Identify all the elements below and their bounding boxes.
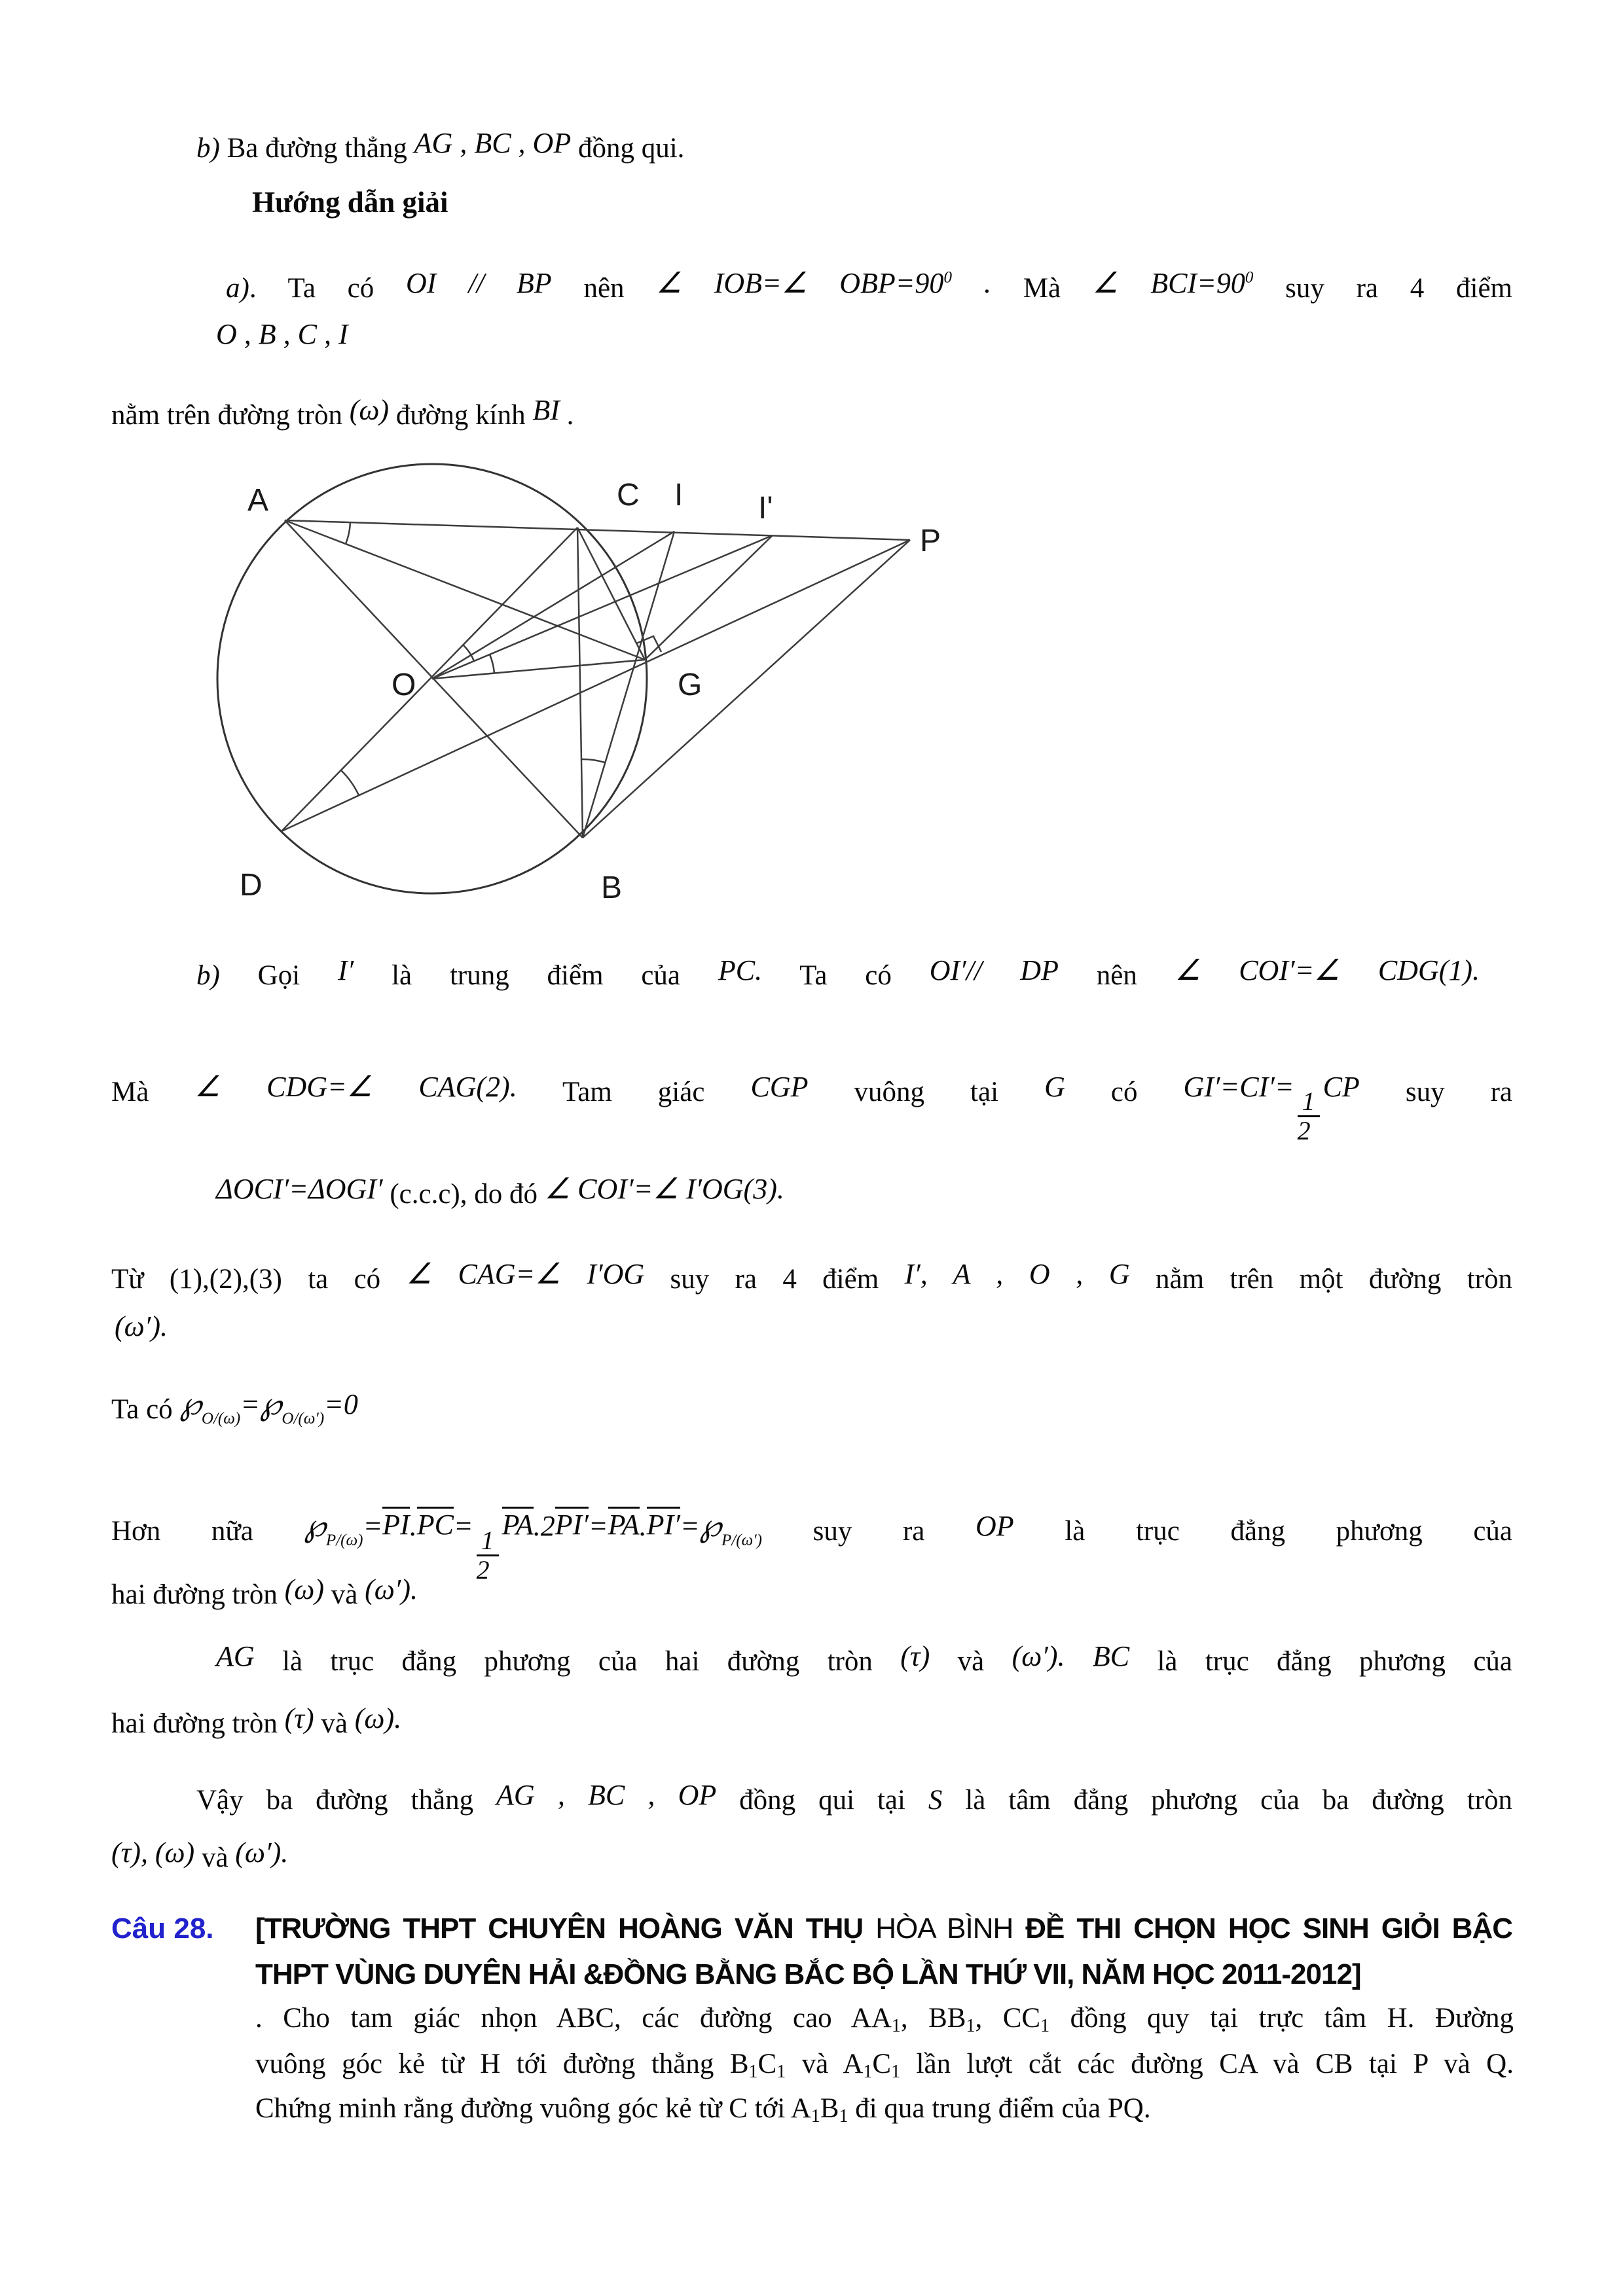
text-segment: nằm trên đường tròn (111, 400, 350, 431)
segment-OIprime (432, 535, 773, 679)
text-segment: là trung điểm của (354, 960, 718, 991)
text-segment: là trục đẳng phương của (1013, 1516, 1513, 1547)
line-ag-axis (216, 1636, 1512, 1681)
solution-heading: Hướng dẫn giải (252, 186, 448, 219)
question-text-line-2 (255, 2045, 1514, 2085)
angle-mark-O-2 (490, 655, 494, 673)
line-b-goi (196, 950, 1480, 996)
text-segment: I′ (337, 954, 354, 986)
line-omega-prime (115, 1306, 168, 1352)
text-segment: và (323, 1579, 365, 1610)
text-segment: OP (976, 1510, 1014, 1542)
text-segment (148, 1842, 155, 1873)
point-label-C: C (617, 478, 640, 512)
text-segment: 1 (748, 2062, 758, 2082)
text-segment: THPT VÙNG DUYÊN HẢI &ĐỒNG BẰNG BẮC BỘ LẦN THỨ VII, NĂM HỌC 2011-2012] (255, 1958, 1361, 1990)
text-segment: Ta có (762, 960, 930, 991)
text-segment: .2 (533, 1510, 555, 1542)
text-segment: C (757, 2049, 777, 2079)
text-segment: ∠ CDG=∠ CAG(2). (194, 1071, 517, 1103)
geometry-figure (216, 439, 962, 916)
text-segment: (ω) (349, 394, 390, 426)
text-segment: Chứng minh rằng đường vuông góc kẻ từ C tới A (255, 2093, 811, 2124)
text-segment: nên (1058, 960, 1175, 991)
text-segment: (c.c.c), do đó (382, 1179, 545, 1210)
text-segment: = (453, 1510, 473, 1542)
text-segment: và (194, 1842, 236, 1873)
question-source-line-1 (255, 1909, 1512, 1949)
point-label-B: B (601, 870, 623, 905)
text-segment: (ω′). (115, 1310, 168, 1342)
text-segment: hai đường tròn (111, 1708, 285, 1739)
line-vay-conclusion (196, 1775, 1512, 1820)
text-segment: (ω). (354, 1702, 402, 1734)
line-tau-omega-list (111, 1833, 288, 1878)
text-segment: nên (551, 273, 657, 304)
text-segment: và (314, 1708, 355, 1739)
line-namtren (111, 390, 574, 435)
text-segment: Tam giác (517, 1077, 751, 1107)
text-segment: (ω′). (1012, 1640, 1065, 1672)
line-delta (216, 1169, 784, 1214)
point-label-G: G (678, 668, 702, 702)
text-segment: . (639, 1510, 647, 1542)
text-segment: CP (1322, 1071, 1360, 1103)
line-ma (111, 1067, 1512, 1145)
text-segment: . (409, 1510, 417, 1542)
text-segment: PA (608, 1507, 640, 1540)
text-segment: vuông góc kẻ từ H tới đường thẳng B (255, 2049, 749, 2079)
text-segment: . (559, 400, 574, 431)
segment-AP (285, 520, 910, 540)
text-segment: đồng qui. (571, 133, 685, 164)
text-segment: a) (226, 273, 249, 304)
question-text-line-3 (255, 2089, 1151, 2129)
segment-OG (432, 660, 645, 679)
text-segment: PA (502, 1507, 534, 1540)
text-segment: là trục đẳng phương của hai đường tròn (254, 1646, 901, 1677)
text-segment: ∠ COI′=∠ CDG(1). (1175, 954, 1480, 986)
text-segment: đường kính (389, 400, 533, 431)
text-segment: là tâm đẳng phương của ba đường tròn (942, 1785, 1512, 1816)
point-label-I: I (674, 478, 684, 512)
text-segment: AG , BC , OP (414, 127, 572, 159)
text-segment: suy ra 4 điểm (644, 1264, 905, 1295)
text-segment: nằm trên một đường tròn (1129, 1264, 1512, 1295)
text-segment (1065, 1646, 1093, 1677)
text-segment: $℘_{O/(\omega')}$ (259, 1387, 325, 1427)
text-segment: AG (216, 1640, 255, 1672)
text-segment: có (1065, 1077, 1184, 1107)
text-segment: suy ra (762, 1516, 976, 1547)
text-segment: Từ (1),(2),(3) ta có (111, 1264, 407, 1295)
text-segment: PI (382, 1507, 410, 1540)
text-segment: 1 (891, 2016, 901, 2036)
text-segment: S (928, 1785, 943, 1816)
line-a-statement (226, 263, 1512, 308)
text-segment: suy ra (1359, 1077, 1513, 1107)
text-segment: . (951, 267, 991, 299)
segment-DP (282, 540, 910, 831)
text-segment: ∠ CAG=∠ I′OG (406, 1258, 645, 1290)
text-segment: $℘_{P/(\omega')}$ (699, 1509, 762, 1549)
text-segment: ĐỀ THI CHỌN HỌC SINH GIỎI BẬC (1025, 1912, 1513, 1945)
angle-mark-B (581, 759, 605, 762)
point-label-D: D (240, 868, 263, 903)
text-segment: và (930, 1646, 1012, 1677)
text-segment: ∠ IOB=∠ $OBP=90^0$ (656, 267, 952, 299)
text-segment: vuông tại (808, 1077, 1045, 1107)
line-obci (216, 314, 348, 359)
text-segment: đồng quy tại trực tâm H. Đường (1049, 2003, 1514, 2034)
text-segment: Hơn nữa (111, 1516, 304, 1547)
text-segment: (ω′). (365, 1573, 418, 1605)
text-segment: AG , BC , OP (496, 1779, 717, 1811)
line-taco-power (111, 1382, 358, 1430)
line-hai-duong-tron-2 (111, 1698, 401, 1744)
text-segment: là trục đẳng phương của (1129, 1646, 1513, 1677)
text-segment: I′, A , O , G (904, 1258, 1130, 1290)
text-segment: Mà (111, 1077, 195, 1107)
text-segment: 1 (891, 2062, 901, 2082)
text-segment: OI // BP (406, 267, 552, 299)
text-segment: (ω) (155, 1837, 195, 1869)
text-segment: 1 (863, 2062, 873, 2082)
text-segment: lần lượt cắt các đường CA và CB tại P và Q. (900, 2049, 1514, 2079)
segment-CB (577, 528, 583, 838)
text-segment: hai đường tròn (111, 1579, 285, 1610)
text-segment: [TRƯỜNG THPT CHUYÊN HOÀNG VĂN THỤ (255, 1912, 876, 1945)
text-segment: (ω) (284, 1573, 324, 1605)
text-segment: b) (196, 133, 227, 164)
angle-mark-A (346, 522, 350, 544)
question-text-line-1 (255, 1999, 1514, 2039)
text-segment: , CC (975, 2003, 1041, 2034)
text-segment: PI′ (647, 1507, 680, 1540)
text-segment: (τ), (111, 1837, 149, 1869)
text-segment: (τ) (900, 1640, 930, 1672)
fraction: $\frac{1}{2}$ (1298, 1088, 1320, 1145)
text-segment: = (680, 1510, 700, 1542)
segment-BP (583, 540, 910, 838)
text-segment: Mà (991, 273, 1093, 304)
point-label-O: O (392, 668, 416, 702)
text-segment: đồng qui tại (716, 1785, 928, 1816)
text-segment: 1 (1040, 2016, 1050, 2036)
text-segment: 1 (839, 2106, 848, 2126)
text-segment: CGP (750, 1071, 809, 1103)
text-segment: Gọi (257, 960, 338, 991)
text-segment: = (363, 1510, 383, 1542)
text-segment: 1 (811, 2106, 820, 2126)
text-segment: = (240, 1388, 260, 1420)
text-segment: = (588, 1510, 608, 1542)
point-label-P: P (920, 524, 941, 558)
text-segment: đi qua trung điểm của PQ. (848, 2093, 1151, 2124)
text-segment: BC (1092, 1640, 1130, 1672)
fraction: $\frac{1}{2}$ (477, 1527, 499, 1584)
text-segment: . Ta có (249, 273, 407, 304)
line-tu (111, 1254, 1512, 1299)
question-number-label: Câu 28. (111, 1912, 214, 1945)
segment-GIprime (645, 535, 773, 660)
text-segment: 1 (966, 2016, 976, 2036)
text-segment: . Cho tam giác nhọn ABC, các đường cao AA (255, 2003, 892, 2034)
text-segment: ∠ COI′=∠ I′OG(3). (544, 1173, 784, 1205)
text-segment: và A (786, 2049, 864, 2079)
text-segment: ∠ $BCI=90^0$ (1092, 267, 1254, 299)
text-segment: BI (532, 394, 560, 426)
text-segment: (τ) (284, 1702, 314, 1734)
text-segment: GI′=CI′= (1183, 1071, 1294, 1103)
text-segment: OI′// DP (929, 954, 1059, 986)
text-segment: =0 (324, 1388, 358, 1420)
text-segment: 1 (776, 2062, 786, 2082)
text-segment: G (1044, 1071, 1065, 1103)
segment-AG (285, 520, 645, 660)
text-segment: PI′ (555, 1507, 589, 1540)
line-b-heading (196, 123, 684, 168)
text-segment: HÒA BÌNH (875, 1912, 1026, 1945)
line-hai-duong-tron-1 (111, 1570, 418, 1615)
text-segment: b) (196, 960, 258, 991)
text-segment: Ba đường thẳng (227, 133, 414, 164)
text-segment: Vậy ba đường thẳng (196, 1785, 497, 1816)
point-label-I-prime: I' (758, 491, 773, 526)
text-segment: PC. (718, 954, 763, 986)
text-segment: C (872, 2049, 892, 2079)
text-segment: PC (417, 1507, 454, 1540)
text-segment: $℘_{O/(\omega)}$ (179, 1387, 241, 1427)
text-segment: , BB (900, 2003, 966, 2034)
text-segment: suy ra 4 điểm (1253, 273, 1512, 304)
text-segment: ΔOCI′=ΔOGI′ (216, 1173, 383, 1205)
text-segment: B (820, 2093, 839, 2124)
text-segment: Ta có (111, 1394, 180, 1425)
question-source-line-2 (255, 1954, 1361, 1995)
angle-mark-D (341, 770, 359, 795)
text-segment: $℘_{P/(\omega)}$ (304, 1509, 363, 1549)
point-label-A: A (247, 483, 269, 518)
text-segment: O , B , C , I (216, 318, 348, 350)
text-segment: (ω′). (235, 1837, 289, 1869)
